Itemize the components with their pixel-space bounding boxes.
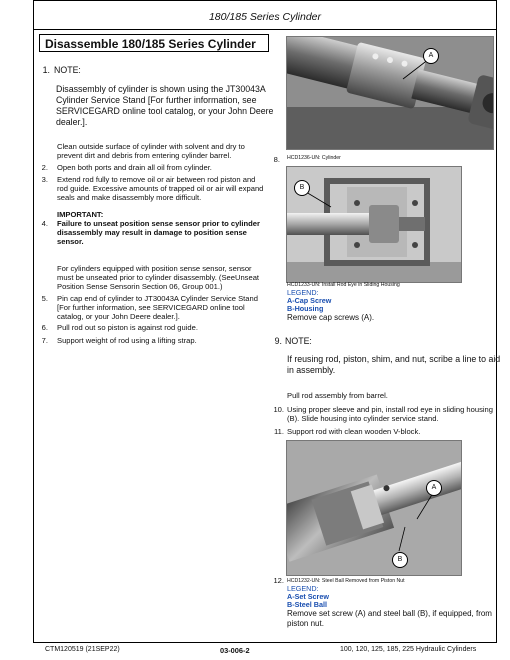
step-4-line-2: disassembly may result in damage to position sense bbox=[57, 228, 247, 237]
step-10-number: 10. bbox=[273, 405, 284, 414]
step-9-note-line-1: If reusing rod, piston, shim, and nut, scribe a line to aid bbox=[287, 354, 501, 364]
pull-rod-text: Pull rod assembly from barrel. bbox=[287, 391, 388, 400]
callout-a-fig3: A bbox=[426, 480, 442, 496]
note-1-line-1: Disassembly of cylinder is shown using the JT30043A bbox=[56, 84, 266, 94]
step-1-number: 1. bbox=[42, 65, 50, 75]
step-5-line-1: Pin cap end of cylinder to JT30043A Cylinder Service Stand bbox=[57, 294, 258, 303]
footer-rule bbox=[33, 642, 497, 643]
legend-heading-fig3: LEGEND: bbox=[287, 584, 319, 593]
step-11-text: Support rod with clean wooden V-block. bbox=[287, 427, 421, 436]
step-3-number: 3. bbox=[41, 175, 48, 184]
step-5-line-3: catalog, or your John Deere dealer.]. bbox=[57, 312, 180, 321]
step-7-text: Support weight of rod using a lifting strap. bbox=[57, 336, 197, 345]
step-7-number: 7. bbox=[41, 336, 48, 345]
sensor-note-line-1: For cylinders equipped with position sense sensor, sensor bbox=[57, 264, 252, 273]
step-1-note-label: NOTE: bbox=[54, 65, 81, 75]
remove-set-screw-line-1: Remove set screw (A) and steel ball (B), if equipped, from bbox=[287, 609, 492, 618]
legend-b-steel-ball: B-Steel Ball bbox=[287, 600, 327, 609]
callout-b-fig2: B bbox=[294, 180, 310, 196]
step-9-note-label: NOTE: bbox=[285, 336, 312, 346]
clean-line-2: prevent dirt and debris from entering cylinder barrel. bbox=[57, 151, 232, 160]
figure-1-caption: HCD1236-UN: Cylinder bbox=[287, 155, 341, 161]
step-5-line-2: [For further information, see SERVICEGARD online tool bbox=[57, 303, 245, 312]
step-4-line-1: Failure to unseat position sense sensor prior to cylinder bbox=[57, 219, 260, 228]
step-5-number: 5. bbox=[41, 294, 48, 303]
note-1-line-2: Cylinder Service Stand [For further information, see bbox=[56, 95, 257, 105]
step-3-line-1: Extend rod fully to remove oil or air between rod piston and bbox=[57, 175, 256, 184]
page-frame-left bbox=[33, 0, 34, 642]
footer-page-number: 03-006-2 bbox=[220, 646, 250, 655]
step-4-number: 4. bbox=[41, 219, 48, 228]
header-rule bbox=[33, 29, 497, 30]
step-6-text: Pull rod out so piston is against rod guide. bbox=[57, 323, 198, 332]
page-frame-top bbox=[33, 0, 497, 1]
piston-nut-photo bbox=[286, 440, 462, 576]
step-3-line-2: rod guide. Excessive amounts of trapped oil or air will expand bbox=[57, 184, 264, 193]
sensor-note-line-3: Position Sense Sensorin Section 06, Group 001.) bbox=[57, 282, 223, 291]
running-head: 180/185 Series Cylinder bbox=[208, 11, 322, 23]
step-9-number: 9. bbox=[274, 336, 282, 346]
legend-a-set-screw: A-Set Screw bbox=[287, 592, 329, 601]
step-10-line-2: (B). Slide housing into cylinder service stand. bbox=[287, 414, 439, 423]
page-frame-right bbox=[496, 0, 497, 642]
step-6-number: 6. bbox=[41, 323, 48, 332]
footer-doc-id: CTM120519 (21SEP22) bbox=[45, 646, 120, 653]
sensor-note-line-2: must be unseated prior to cylinder disassembly. (SeeUnseat bbox=[57, 273, 260, 282]
step-10-line-1: Using proper sleeve and pin, install rod eye in sliding housing bbox=[287, 405, 493, 414]
step-4-line-3: sensor. bbox=[57, 237, 84, 246]
figure-3-caption: HCD1232-UN: Steel Ball Removed from Piston Nut bbox=[287, 578, 405, 584]
cylinder-photo bbox=[286, 36, 494, 150]
figure-2-caption: HCD1233-UN: Install Rod Eye in Sliding Housing bbox=[287, 282, 400, 288]
legend-heading-fig2: LEGEND: bbox=[287, 288, 319, 297]
callout-a-fig1: A bbox=[423, 48, 439, 64]
legend-a-cap-screw: A-Cap Screw bbox=[287, 296, 332, 305]
callout-b-fig3: B bbox=[392, 552, 408, 568]
footer-models: 100, 120, 125, 185, 225 Hydraulic Cylinders bbox=[340, 646, 477, 653]
step-2-number: 2. bbox=[41, 163, 48, 172]
important-label: IMPORTANT: bbox=[57, 210, 104, 219]
step-8-number: 8. bbox=[273, 155, 280, 164]
step-3-line-3: seals and make disassembly more difficult. bbox=[57, 193, 202, 202]
clean-line-1: Clean outside surface of cylinder with solvent and dry to bbox=[57, 142, 245, 151]
sliding-housing-photo bbox=[286, 166, 462, 283]
step-11-number: 11. bbox=[274, 427, 284, 436]
legend-b-housing: B-Housing bbox=[287, 304, 324, 313]
remove-set-screw-line-2: piston nut. bbox=[287, 619, 324, 628]
step-12-number: 12. bbox=[273, 576, 284, 585]
section-title: Disassemble 180/185 Series Cylinder bbox=[39, 34, 269, 52]
remove-cap-screws-text: Remove cap screws (A). bbox=[287, 313, 375, 322]
note-1-line-3: SERVICEGARD online tool catalog, or your John Deere bbox=[56, 106, 274, 116]
step-9-note-line-2: in assembly. bbox=[287, 365, 336, 375]
note-1-line-4: dealer.]. bbox=[56, 117, 88, 127]
step-2-text: Open both ports and drain all oil from cylinder. bbox=[57, 163, 212, 172]
